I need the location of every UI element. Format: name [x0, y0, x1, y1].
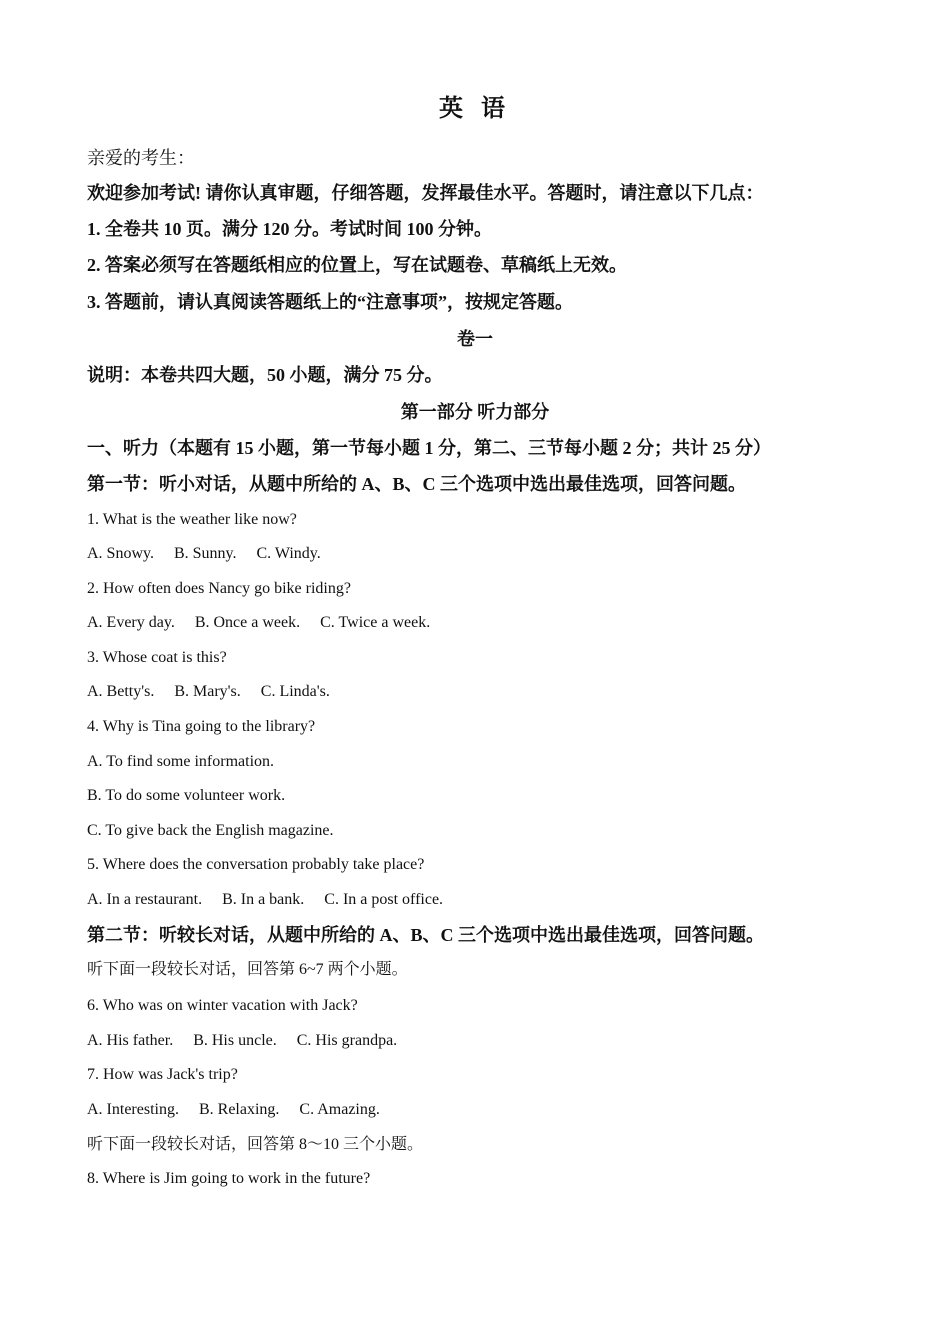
- question-3: 3. Whose coat is this?: [87, 649, 227, 666]
- option-b: B. Sunny.: [173, 545, 237, 562]
- section-1-heading: 第一节：听小对话，从题中所给的 A、B、C 三个选项中选出最佳选项，回答问题。: [87, 474, 747, 494]
- question-4-option-a: A. To find some information.: [87, 753, 275, 770]
- greeting: 亲爱的考生：: [87, 148, 195, 168]
- option-a: A. Interesting.: [87, 1101, 179, 1118]
- dialog-instruction-6-7: 听下面一段较长对话，回答第 6~7 两个小题。: [87, 961, 408, 978]
- page-title: 英 语: [439, 96, 511, 122]
- note-2: 2. 答案必须写在答题纸相应的位置上，写在试题卷、草稿纸上无效。: [87, 255, 627, 275]
- section-2-heading: 第二节：听较长对话，从题中所给的 A、B、C 三个选项中选出最佳选项，回答问题。: [87, 925, 765, 945]
- section-heading: 一、听力（本题有 15 小题，第一节每小题 1 分，第二、三节每小题 2 分；共计 25 分）: [87, 438, 771, 458]
- question-4-option-b: B. To do some volunteer work.: [87, 787, 286, 804]
- question-4-option-c: C. To give back the English magazine.: [87, 822, 334, 839]
- option-a: A. Betty's.: [87, 683, 155, 700]
- option-b: B. Mary's.: [174, 683, 241, 700]
- question-2: 2. How often does Nancy go bike riding?: [87, 580, 351, 597]
- note-3: 3. 答题前，请认真阅读答题纸上的“注意事项”，按规定答题。: [87, 292, 573, 312]
- part-title: 第一部分 听力部分: [400, 402, 550, 422]
- question-5: 5. Where does the conversation probably take place?: [87, 856, 425, 873]
- option-a: A. Every day.: [87, 614, 175, 631]
- option-c: C. Windy.: [256, 545, 321, 562]
- question-5-options: [87, 892, 443, 908]
- option-b: B. His uncle.: [193, 1032, 277, 1049]
- question-6: 6. Who was on winter vacation with Jack?: [87, 997, 358, 1014]
- question-7-options: [87, 1102, 380, 1118]
- question-3-options: [87, 684, 330, 700]
- option-b: B. Relaxing.: [198, 1101, 280, 1118]
- volume-description: 说明：本卷共四大题，50 小题，满分 75 分。: [87, 365, 443, 385]
- option-a: A. Snowy.: [87, 545, 154, 562]
- option-c: C. In a post office.: [324, 891, 444, 908]
- option-c: C. His grandpa.: [296, 1032, 398, 1049]
- option-c: C. Twice a week.: [320, 614, 431, 631]
- option-a: A. In a restaurant.: [87, 891, 203, 908]
- question-7: 7. How was Jack's trip?: [87, 1066, 238, 1083]
- question-1-options: [87, 546, 321, 562]
- welcome-text: 欢迎参加考试! 请你认真审题，仔细答题，发挥最佳水平。答题时，请注意以下几点：: [87, 183, 764, 203]
- option-c: C. Amazing.: [299, 1101, 380, 1118]
- option-b: B. Once a week.: [194, 614, 301, 631]
- question-4: 4. Why is Tina going to the library?: [87, 718, 316, 735]
- dialog-instruction-8-10: 听下面一段较长对话，回答第 8～10 三个小题。: [87, 1136, 424, 1153]
- volume-title: 卷一: [457, 329, 493, 349]
- option-b: B. In a bank.: [222, 891, 305, 908]
- option-a: A. His father.: [87, 1032, 174, 1049]
- note-1: 1. 全卷共 10 页。满分 120 分。考试时间 100 分钟。: [87, 219, 492, 239]
- option-c: C. Linda's.: [260, 683, 330, 700]
- question-1: 1. What is the weather like now?: [87, 511, 297, 528]
- question-6-options: [87, 1033, 397, 1049]
- question-8: 8. Where is Jim going to work in the future?: [87, 1170, 371, 1187]
- question-2-options: [87, 615, 430, 631]
